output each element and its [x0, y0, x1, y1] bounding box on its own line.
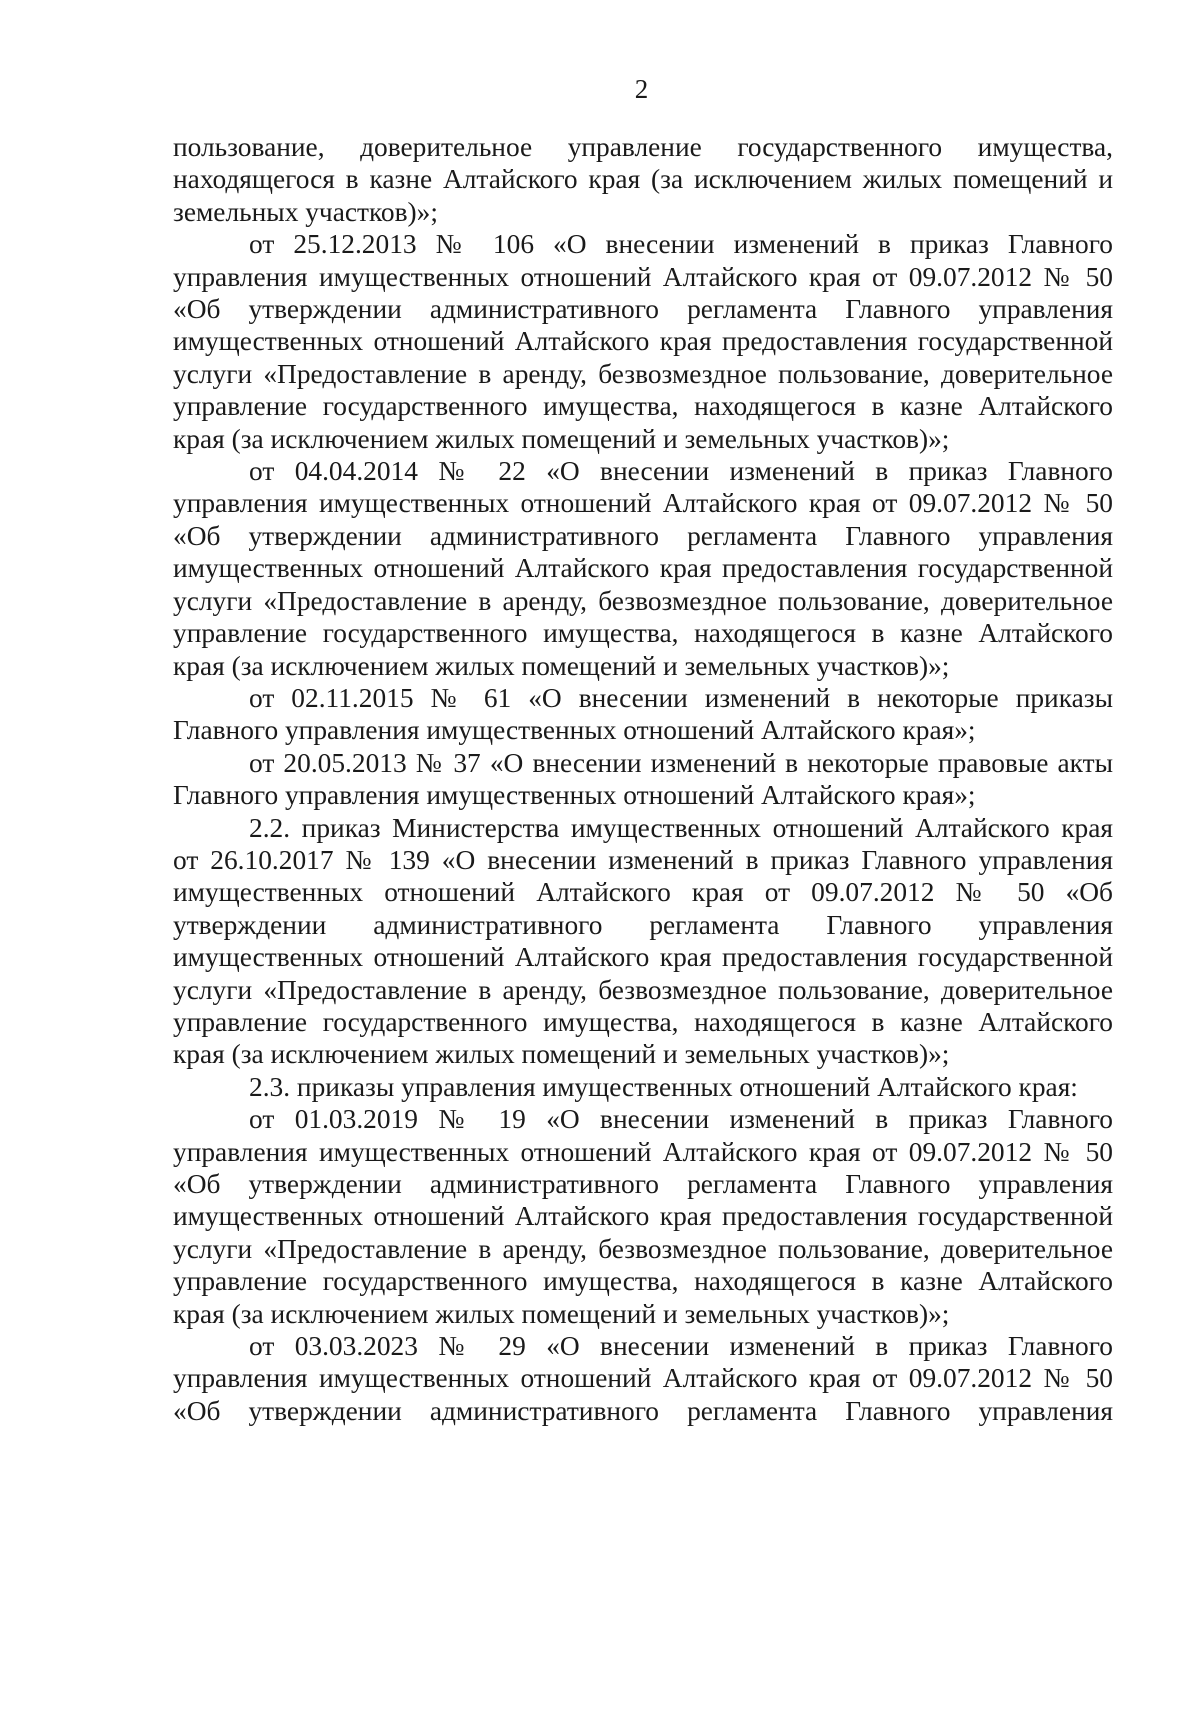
- paragraph: от 01.03.2019 № 19 «О внесении изменений в приказ Главного управления имущественных отношений Алтайского края от 09.07.2012 № 50 «Об утверждении административного регламента Главного управления имущественных отношений Алтайского края предоставления государственной услуги «Предоставление в аренду, безвозмездное пользование, доверительное управление государственного имущества, находящегося в казне Алтайского края (за исключением жилых помещений и земельных участков)»;: [173, 1104, 1113, 1329]
- paragraph: от 03.03.2023 № 29 «О внесении изменений в приказ Главного управления имущественных отношений Алтайского края от 09.07.2012 № 50 «Об утверждении административного регламента Главного управления: [173, 1331, 1113, 1426]
- paragraph: от 20.05.2013 № 37 «О внесении изменений в некоторые правовые акты Главного управления имущественных отношений Алтайского края»;: [173, 747, 1113, 811]
- paragraph: от 02.11.2015 № 61 «О внесении изменений в некоторые приказы Главного управления имущественных отношений Алтайского края»;: [173, 682, 1113, 746]
- paragraph: пользование, доверительное управление государственного имущества, находящегося в казне Алтайского края (за исключением жилых помещений и земельных участков)»;: [173, 132, 1113, 227]
- paragraph: 2.2. приказ Министерства имущественных отношений Алтайского края от 26.10.2017 № 139 «О внесении изменений в приказ Главного управления имущественных отношений Алтайского края от 09.07.2012 № 50 «Об утверждении административного регламента Главного управления имущественных отношений Алтайского края предоставления государственной услуги «Предоставление в аренду, безвозмездное пользование, доверительное управление государственного имущества, находящегося в казне Алтайского края (за исключением жилых помещений и земельных участков)»;: [173, 812, 1113, 1070]
- page-number: 2: [634, 74, 649, 104]
- paragraph: 2.3. приказы управления имущественных отношений Алтайского края:: [249, 1071, 1078, 1102]
- document-body: [173, 131, 1113, 1427]
- paragraph: от 25.12.2013 № 106 «О внесении изменений в приказ Главного управления имущественных отношений Алтайского края от 09.07.2012 № 50 «Об утверждении административного регламента Главного управления имущественных отношений Алтайского края предоставления государственной услуги «Предоставление в аренду, безвозмездное пользование, доверительное управление государственного имущества, находящегося в казне Алтайского края (за исключением жилых помещений и земельных участков)»;: [173, 229, 1113, 454]
- paragraph: от 04.04.2014 № 22 «О внесении изменений в приказ Главного управления имущественных отношений Алтайского края от 09.07.2012 № 50 «Об утверждении административного регламента Главного управления имущественных отношений Алтайского края предоставления государственной услуги «Предоставление в аренду, безвозмездное пользование, доверительное управление государственного имущества, находящегося в казне Алтайского края (за исключением жилых помещений и земельных участков)»;: [173, 456, 1113, 681]
